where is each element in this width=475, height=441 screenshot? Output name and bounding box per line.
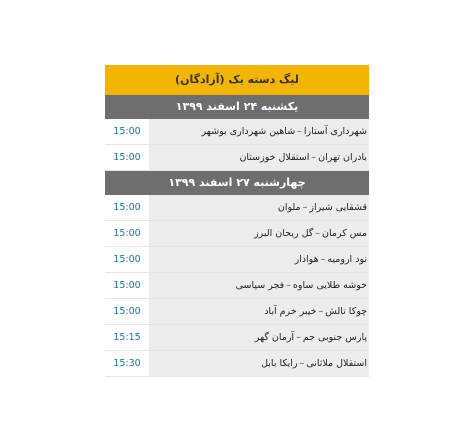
home-team: پارس جنوبی جم bbox=[302, 332, 367, 343]
match-row[interactable] bbox=[105, 221, 369, 247]
match-row[interactable] bbox=[105, 351, 369, 377]
match-row[interactable] bbox=[105, 325, 369, 351]
match-teams bbox=[149, 351, 369, 376]
league-title: لیگ دسته یک (آزادگان) bbox=[105, 65, 369, 95]
match-day-header: چهارشنبه ۲۷ اسفند ۱۳۹۹ bbox=[105, 171, 369, 195]
match-teams bbox=[149, 247, 369, 272]
match-row[interactable] bbox=[105, 247, 369, 273]
vs-separator: – bbox=[320, 254, 326, 265]
home-team: نود ارومیه bbox=[327, 254, 367, 265]
match-row[interactable] bbox=[105, 119, 369, 145]
away-team: گل ریحان البرز bbox=[254, 228, 314, 239]
vs-separator: – bbox=[315, 228, 321, 239]
away-team: هوادار bbox=[294, 254, 319, 265]
home-team: بادران تهران bbox=[318, 152, 367, 163]
match-teams bbox=[149, 273, 369, 298]
match-time: 15:30 bbox=[113, 358, 141, 369]
away-team: ملوان bbox=[277, 202, 301, 213]
match-teams bbox=[149, 299, 369, 324]
match-time: 15:00 bbox=[113, 306, 141, 317]
match-row[interactable] bbox=[105, 195, 369, 221]
match-time: 15:15 bbox=[113, 332, 141, 343]
vs-separator: – bbox=[302, 202, 308, 213]
home-team: استقلال ملاثانی bbox=[306, 358, 367, 369]
away-team: آرمان گهر bbox=[254, 332, 295, 343]
vs-separator: – bbox=[318, 306, 324, 317]
match-row[interactable] bbox=[105, 299, 369, 325]
away-team: خیبر خرم آباد bbox=[264, 306, 317, 317]
match-time: 15:00 bbox=[113, 280, 141, 291]
home-team: مس کرمان bbox=[322, 228, 367, 239]
match-time: 15:00 bbox=[113, 152, 141, 163]
away-team: رایکا بابل bbox=[261, 358, 298, 369]
away-team: شاهین شهرداری بوشهر bbox=[201, 126, 296, 137]
match-day-header: یکشنبه ۲۴ اسفند ۱۳۹۹ bbox=[105, 95, 369, 119]
match-time: 15:00 bbox=[113, 254, 141, 265]
schedule-days bbox=[105, 95, 369, 377]
match-row[interactable] bbox=[105, 273, 369, 299]
match-time: 15:00 bbox=[113, 202, 141, 213]
away-team: فجر سپاسی bbox=[235, 280, 285, 291]
home-team: چوکا تالش bbox=[325, 306, 367, 317]
vs-separator: – bbox=[286, 280, 291, 291]
match-teams bbox=[149, 325, 369, 350]
match-time: 15:00 bbox=[113, 228, 141, 239]
home-team: قشقایی شیراز bbox=[309, 202, 367, 213]
away-team: استقلال خوزستان bbox=[239, 152, 310, 163]
home-team: خوشه طلایی ساوه bbox=[292, 280, 367, 291]
match-teams bbox=[149, 221, 369, 246]
vs-separator: – bbox=[299, 358, 305, 369]
vs-separator: – bbox=[297, 126, 302, 137]
match-teams bbox=[149, 145, 369, 170]
vs-separator: – bbox=[311, 152, 317, 163]
vs-separator: – bbox=[296, 332, 301, 343]
match-teams bbox=[149, 195, 369, 220]
match-teams bbox=[149, 119, 369, 144]
league-schedule-widget bbox=[105, 65, 369, 377]
match-row[interactable] bbox=[105, 145, 369, 171]
home-team: شهرداری آستارا bbox=[303, 126, 367, 137]
match-time: 15:00 bbox=[113, 126, 141, 137]
